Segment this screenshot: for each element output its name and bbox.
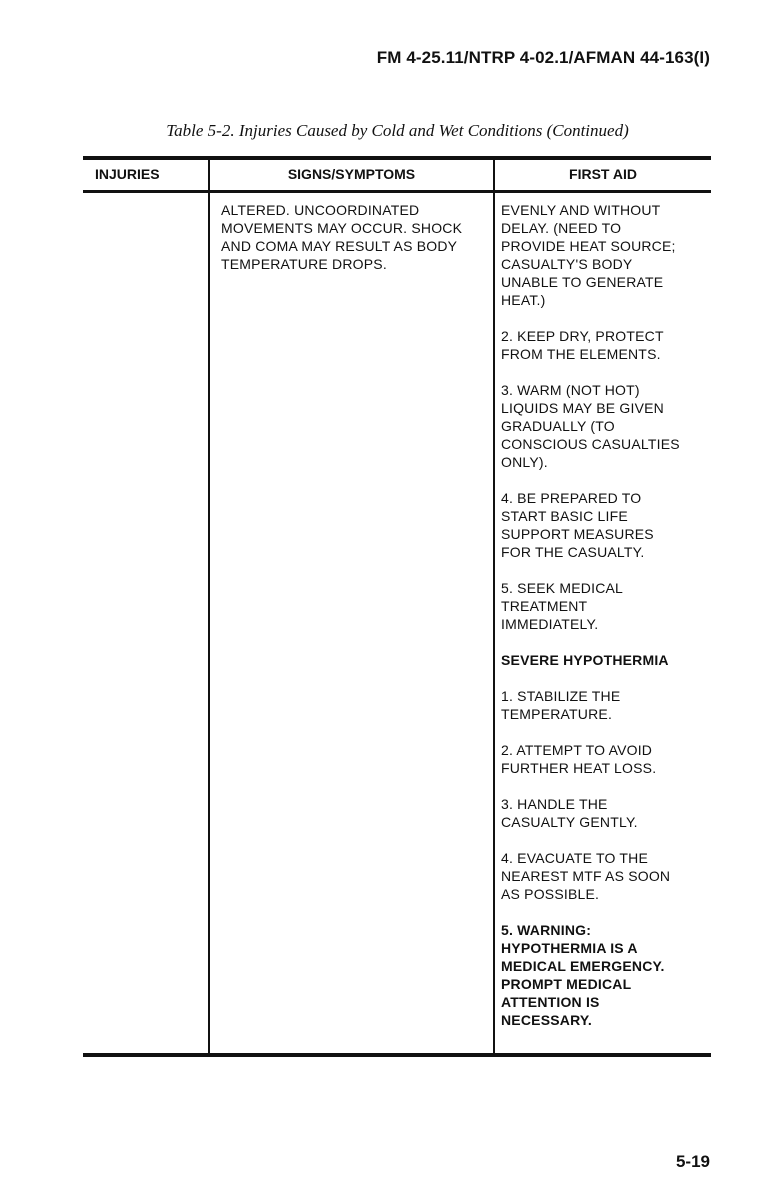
table-bottom-rule [83,1053,711,1057]
column-header-first-aid: FIRST AID [569,166,637,182]
first-aid-item: 2. ATTEMPT TO AVOID FURTHER HEAT LOSS. [501,742,657,776]
first-aid-item: 4. BE PREPARED TO START BASIC LIFE SUPPORT MEASURES FOR THE CASUALTY. [501,490,654,560]
first-aid-item: 5. SEEK MEDICAL TREATMENT IMMEDIATELY. [501,580,624,632]
first-aid-cell [501,201,701,1047]
table-header-rule [83,190,711,193]
column-divider [208,156,210,1056]
first-aid-item: 1. STABILIZE THE TEMPERATURE. [501,688,621,722]
first-aid-item: 3. WARM (NOT HOT) LIQUIDS MAY BE GIVEN GRADUALLY (TO CONSCIOUS CASUALTIES ONLY). [501,382,680,470]
first-aid-item: EVENLY AND WITHOUT DELAY. (NEED TO PROVIDE HEAT SOURCE; CASUALTY'S BODY UNABLE TO GENERATE HEAT.) [501,202,676,308]
section-heading-severe-hypothermia: SEVERE HYPOTHERMIA [501,652,669,668]
first-aid-item: 3. HANDLE THE CASUALTY GENTLY. [501,796,638,830]
injuries-table [83,156,711,1058]
signs-symptoms-cell [221,201,496,291]
page-number: 5-19 [675,1152,710,1171]
column-divider [493,156,495,1056]
first-aid-item: 2. KEEP DRY, PROTECT FROM THE ELEMENTS. [501,328,664,362]
signs-symptoms-text: ALTERED. UNCOORDINATED MOVEMENTS MAY OCCUR. SHOCK AND COMA MAY RESULT AS BODY TEMPERATURE DROPS. [221,202,463,272]
column-header-injuries: INJURIES [95,166,160,182]
warning-text: 5. WARNING: HYPOTHERMIA IS A MEDICAL EMERGENCY. PROMPT MEDICAL ATTENTION IS NECESSARY. [501,922,665,1028]
column-header-signs-symptoms: SIGNS/SYMPTOMS [287,166,416,182]
first-aid-item: 4. EVACUATE TO THE NEAREST MTF AS SOON AS POSSIBLE. [501,850,671,902]
table-caption: Table 5-2. Injuries Caused by Cold and Wet Conditions (Continued) [166,121,629,140]
table-top-rule [83,156,711,160]
document-header: FM 4-25.11/NTRP 4-02.1/AFMAN 44-163(I) [376,48,710,67]
